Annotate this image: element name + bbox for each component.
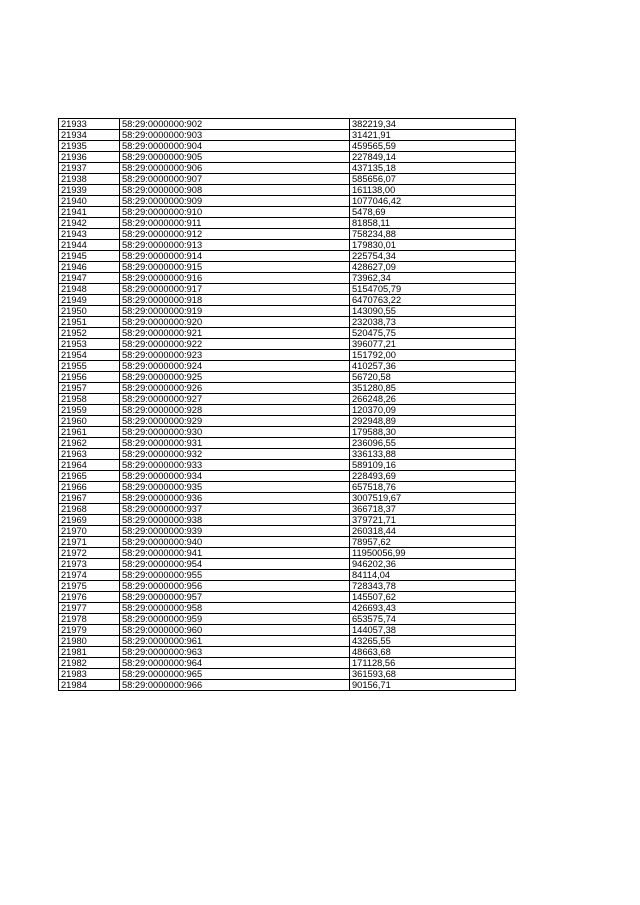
value-cell: 120370,09 — [350, 405, 516, 416]
row-number-cell: 21967 — [59, 493, 120, 504]
cadastral-number-cell: 58:29:0000000:931 — [120, 438, 350, 449]
row-number-cell: 21962 — [59, 438, 120, 449]
value-cell: 5154705,79 — [350, 284, 516, 295]
row-number-cell: 21975 — [59, 581, 120, 592]
value-cell: 292948,89 — [350, 416, 516, 427]
cadastral-number-cell: 58:29:0000000:909 — [120, 196, 350, 207]
row-number-cell: 21940 — [59, 196, 120, 207]
table-row — [59, 581, 516, 592]
table-row — [59, 636, 516, 647]
cadastral-number-cell: 58:29:0000000:911 — [120, 218, 350, 229]
value-cell: 90156,71 — [350, 680, 516, 691]
cadastral-number-cell: 58:29:0000000:905 — [120, 152, 350, 163]
row-number-cell: 21977 — [59, 603, 120, 614]
table-row — [59, 229, 516, 240]
table-row — [59, 526, 516, 537]
row-number-cell: 21954 — [59, 350, 120, 361]
table-row — [59, 482, 516, 493]
row-number-cell: 21947 — [59, 273, 120, 284]
row-number-cell: 21960 — [59, 416, 120, 427]
row-number-cell: 21950 — [59, 306, 120, 317]
row-number-cell: 21981 — [59, 647, 120, 658]
row-number-cell: 21933 — [59, 119, 120, 130]
row-number-cell: 21936 — [59, 152, 120, 163]
cadastral-number-cell: 58:29:0000000:932 — [120, 449, 350, 460]
cadastral-number-cell: 58:29:0000000:957 — [120, 592, 350, 603]
table-row — [59, 240, 516, 251]
cadastral-number-cell: 58:29:0000000:965 — [120, 669, 350, 680]
cadastral-number-cell: 58:29:0000000:933 — [120, 460, 350, 471]
cadastral-number-cell: 58:29:0000000:928 — [120, 405, 350, 416]
cadastral-number-cell: 58:29:0000000:961 — [120, 636, 350, 647]
value-cell: 266248,26 — [350, 394, 516, 405]
row-number-cell: 21945 — [59, 251, 120, 262]
value-cell: 3007519,67 — [350, 493, 516, 504]
cadastral-number-cell: 58:29:0000000:938 — [120, 515, 350, 526]
table-row — [59, 174, 516, 185]
value-cell: 145507,62 — [350, 592, 516, 603]
cadastral-number-cell: 58:29:0000000:916 — [120, 273, 350, 284]
table-row — [59, 647, 516, 658]
table-row — [59, 625, 516, 636]
cadastral-number-cell: 58:29:0000000:958 — [120, 603, 350, 614]
cadastral-number-cell: 58:29:0000000:915 — [120, 262, 350, 273]
table-row — [59, 669, 516, 680]
cadastral-number-cell: 58:29:0000000:960 — [120, 625, 350, 636]
table-row — [59, 251, 516, 262]
table-row — [59, 603, 516, 614]
cadastral-number-cell: 58:29:0000000:914 — [120, 251, 350, 262]
table-row — [59, 196, 516, 207]
value-cell: 1077046,42 — [350, 196, 516, 207]
cadastral-number-cell: 58:29:0000000:925 — [120, 372, 350, 383]
cadastral-number-cell: 58:29:0000000:922 — [120, 339, 350, 350]
cadastral-number-cell: 58:29:0000000:930 — [120, 427, 350, 438]
table-row — [59, 218, 516, 229]
cadastral-number-cell: 58:29:0000000:917 — [120, 284, 350, 295]
table-row — [59, 372, 516, 383]
row-number-cell: 21978 — [59, 614, 120, 625]
row-number-cell: 21969 — [59, 515, 120, 526]
cadastral-number-cell: 58:29:0000000:923 — [120, 350, 350, 361]
row-number-cell: 21934 — [59, 130, 120, 141]
value-cell: 589109,16 — [350, 460, 516, 471]
value-cell: 73962,34 — [350, 273, 516, 284]
row-number-cell: 21941 — [59, 207, 120, 218]
table-row — [59, 119, 516, 130]
row-number-cell: 21935 — [59, 141, 120, 152]
value-cell: 236096,55 — [350, 438, 516, 449]
value-cell: 227849,14 — [350, 152, 516, 163]
row-number-cell: 21948 — [59, 284, 120, 295]
value-cell: 459565,59 — [350, 141, 516, 152]
table-row — [59, 163, 516, 174]
value-cell: 43265,55 — [350, 636, 516, 647]
value-cell: 410257,36 — [350, 361, 516, 372]
row-number-cell: 21980 — [59, 636, 120, 647]
cadastral-number-cell: 58:29:0000000:966 — [120, 680, 350, 691]
row-number-cell: 21963 — [59, 449, 120, 460]
table-row — [59, 339, 516, 350]
cadastral-number-cell: 58:29:0000000:955 — [120, 570, 350, 581]
value-cell: 428627,09 — [350, 262, 516, 273]
row-number-cell: 21946 — [59, 262, 120, 273]
row-number-cell: 21958 — [59, 394, 120, 405]
table-row — [59, 559, 516, 570]
row-number-cell: 21972 — [59, 548, 120, 559]
table-row — [59, 152, 516, 163]
row-number-cell: 21971 — [59, 537, 120, 548]
cadastral-number-cell: 58:29:0000000:910 — [120, 207, 350, 218]
value-cell: 143090,55 — [350, 306, 516, 317]
table-row — [59, 394, 516, 405]
cadastral-number-cell: 58:29:0000000:940 — [120, 537, 350, 548]
value-cell: 232038,73 — [350, 317, 516, 328]
table-row — [59, 284, 516, 295]
row-number-cell: 21943 — [59, 229, 120, 240]
value-cell: 653575,74 — [350, 614, 516, 625]
table-row — [59, 460, 516, 471]
value-cell: 225754,34 — [350, 251, 516, 262]
row-number-cell: 21956 — [59, 372, 120, 383]
value-cell: 382219,34 — [350, 119, 516, 130]
value-cell: 946202,36 — [350, 559, 516, 570]
cadastral-number-cell: 58:29:0000000:941 — [120, 548, 350, 559]
row-number-cell: 21976 — [59, 592, 120, 603]
cadastral-number-cell: 58:29:0000000:939 — [120, 526, 350, 537]
table-row — [59, 592, 516, 603]
cadastral-number-cell: 58:29:0000000:964 — [120, 658, 350, 669]
value-cell: 48663,68 — [350, 647, 516, 658]
row-number-cell: 21979 — [59, 625, 120, 636]
row-number-cell: 21965 — [59, 471, 120, 482]
value-cell: 520475,75 — [350, 328, 516, 339]
row-number-cell: 21968 — [59, 504, 120, 515]
cadastral-number-cell: 58:29:0000000:926 — [120, 383, 350, 394]
cadastral-number-cell: 58:29:0000000:902 — [120, 119, 350, 130]
data-table — [58, 118, 516, 691]
value-cell: 11950056,99 — [350, 548, 516, 559]
cadastral-number-cell: 58:29:0000000:918 — [120, 295, 350, 306]
value-cell: 758234,88 — [350, 229, 516, 240]
cadastral-number-cell: 58:29:0000000:912 — [120, 229, 350, 240]
value-cell: 179830,01 — [350, 240, 516, 251]
row-number-cell: 21959 — [59, 405, 120, 416]
cadastral-number-cell: 58:29:0000000:907 — [120, 174, 350, 185]
value-cell: 351280,85 — [350, 383, 516, 394]
table-row — [59, 471, 516, 482]
row-number-cell: 21955 — [59, 361, 120, 372]
value-cell: 171128,56 — [350, 658, 516, 669]
row-number-cell: 21983 — [59, 669, 120, 680]
cadastral-number-cell: 58:29:0000000:936 — [120, 493, 350, 504]
table-row — [59, 416, 516, 427]
table-body — [59, 119, 516, 691]
table-row — [59, 273, 516, 284]
table-row — [59, 141, 516, 152]
value-cell: 78957,62 — [350, 537, 516, 548]
cadastral-number-cell: 58:29:0000000:954 — [120, 559, 350, 570]
value-cell: 585656,07 — [350, 174, 516, 185]
table-row — [59, 658, 516, 669]
value-cell: 5478,69 — [350, 207, 516, 218]
table-row — [59, 185, 516, 196]
value-cell: 179588,30 — [350, 427, 516, 438]
cadastral-number-cell: 58:29:0000000:959 — [120, 614, 350, 625]
cadastral-number-cell: 58:29:0000000:927 — [120, 394, 350, 405]
value-cell: 366718,37 — [350, 504, 516, 515]
cadastral-number-cell: 58:29:0000000:919 — [120, 306, 350, 317]
value-cell: 151792,00 — [350, 350, 516, 361]
table-row — [59, 383, 516, 394]
table-row — [59, 207, 516, 218]
cadastral-number-cell: 58:29:0000000:956 — [120, 581, 350, 592]
table-row — [59, 130, 516, 141]
row-number-cell: 21961 — [59, 427, 120, 438]
row-number-cell: 21984 — [59, 680, 120, 691]
row-number-cell: 21974 — [59, 570, 120, 581]
value-cell: 396077,21 — [350, 339, 516, 350]
row-number-cell: 21949 — [59, 295, 120, 306]
cadastral-number-cell: 58:29:0000000:937 — [120, 504, 350, 515]
value-cell: 657518,76 — [350, 482, 516, 493]
row-number-cell: 21970 — [59, 526, 120, 537]
table-row — [59, 537, 516, 548]
value-cell: 426693,43 — [350, 603, 516, 614]
row-number-cell: 21937 — [59, 163, 120, 174]
value-cell: 437135,18 — [350, 163, 516, 174]
cadastral-number-cell: 58:29:0000000:929 — [120, 416, 350, 427]
value-cell: 361593,68 — [350, 669, 516, 680]
row-number-cell: 21942 — [59, 218, 120, 229]
table-row — [59, 361, 516, 372]
table-row — [59, 515, 516, 526]
cadastral-number-cell: 58:29:0000000:924 — [120, 361, 350, 372]
cadastral-number-cell: 58:29:0000000:906 — [120, 163, 350, 174]
row-number-cell: 21951 — [59, 317, 120, 328]
table-row — [59, 350, 516, 361]
cadastral-number-cell: 58:29:0000000:903 — [120, 130, 350, 141]
table-row — [59, 493, 516, 504]
cadastral-number-cell: 58:29:0000000:935 — [120, 482, 350, 493]
row-number-cell: 21982 — [59, 658, 120, 669]
table-row — [59, 262, 516, 273]
cadastral-number-cell: 58:29:0000000:920 — [120, 317, 350, 328]
value-cell: 379721,71 — [350, 515, 516, 526]
row-number-cell: 21939 — [59, 185, 120, 196]
value-cell: 84114,04 — [350, 570, 516, 581]
table-row — [59, 449, 516, 460]
table-row — [59, 680, 516, 691]
value-cell: 228493,69 — [350, 471, 516, 482]
value-cell: 31421,91 — [350, 130, 516, 141]
table-row — [59, 295, 516, 306]
row-number-cell: 21938 — [59, 174, 120, 185]
table-row — [59, 548, 516, 559]
row-number-cell: 21944 — [59, 240, 120, 251]
value-cell: 144057,38 — [350, 625, 516, 636]
row-number-cell: 21953 — [59, 339, 120, 350]
table-row — [59, 504, 516, 515]
value-cell: 336133,88 — [350, 449, 516, 460]
table-row — [59, 328, 516, 339]
cadastral-number-cell: 58:29:0000000:934 — [120, 471, 350, 482]
cadastral-number-cell: 58:29:0000000:913 — [120, 240, 350, 251]
value-cell: 56720,58 — [350, 372, 516, 383]
cadastral-number-cell: 58:29:0000000:904 — [120, 141, 350, 152]
cadastral-number-cell: 58:29:0000000:921 — [120, 328, 350, 339]
table-row — [59, 438, 516, 449]
value-cell: 260318,44 — [350, 526, 516, 537]
table-row — [59, 317, 516, 328]
cadastral-number-cell: 58:29:0000000:908 — [120, 185, 350, 196]
value-cell: 728343,78 — [350, 581, 516, 592]
value-cell: 6470763,22 — [350, 295, 516, 306]
row-number-cell: 21957 — [59, 383, 120, 394]
value-cell: 161138,00 — [350, 185, 516, 196]
row-number-cell: 21973 — [59, 559, 120, 570]
table-row — [59, 427, 516, 438]
row-number-cell: 21966 — [59, 482, 120, 493]
table-row — [59, 614, 516, 625]
table-row — [59, 306, 516, 317]
cadastral-number-cell: 58:29:0000000:963 — [120, 647, 350, 658]
row-number-cell: 21952 — [59, 328, 120, 339]
row-number-cell: 21964 — [59, 460, 120, 471]
table-row — [59, 405, 516, 416]
table-row — [59, 570, 516, 581]
value-cell: 81858,11 — [350, 218, 516, 229]
